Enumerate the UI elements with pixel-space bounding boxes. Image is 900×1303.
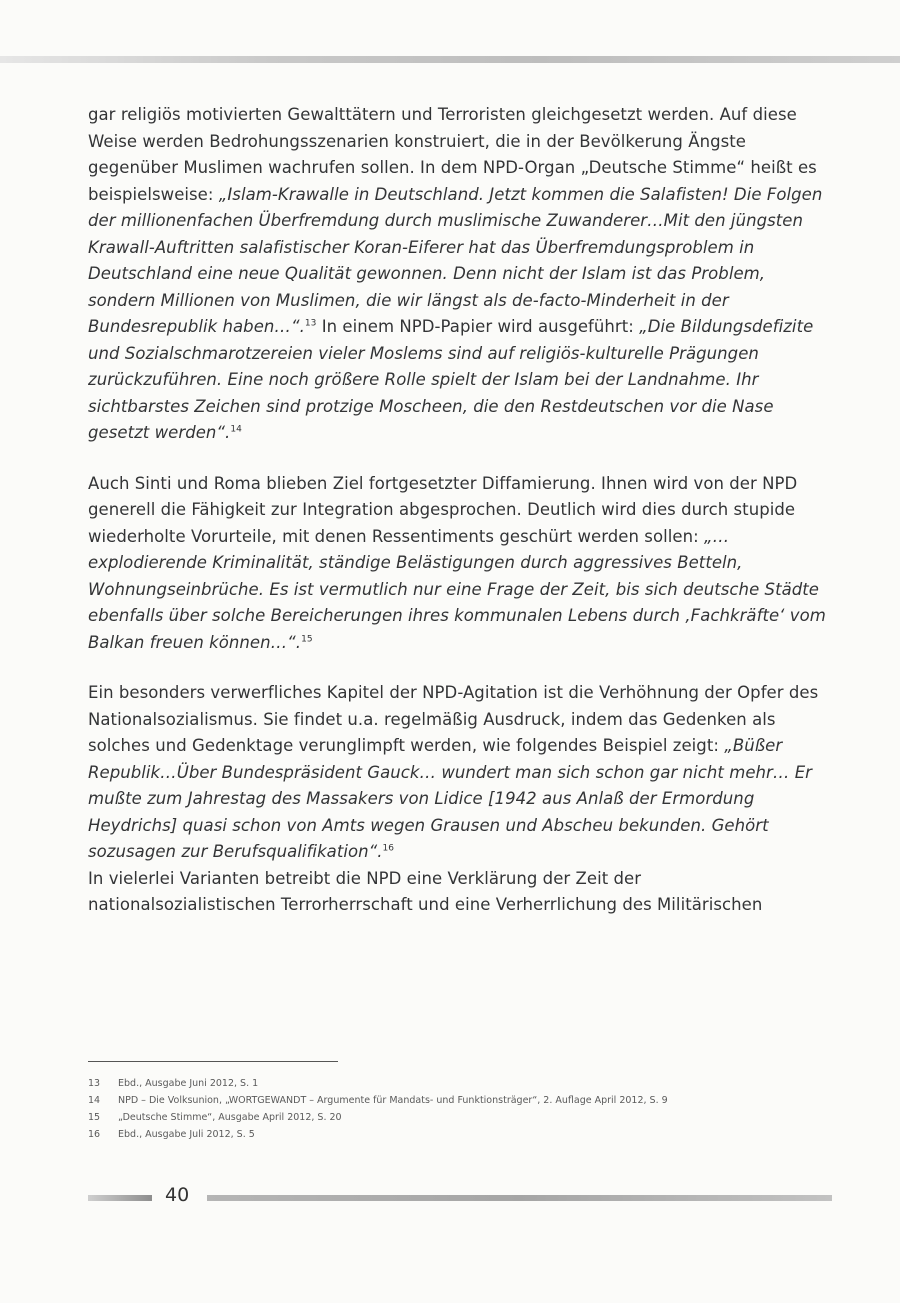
footnote [88, 1111, 848, 1124]
footnote [88, 1128, 848, 1141]
footnote-number: 15 [88, 1112, 101, 1123]
text-run: In einem NPD-Papier wird ausgeführt: [316, 317, 640, 336]
header-rule [0, 56, 900, 63]
footnotes [88, 1077, 848, 1145]
quotation: „Die Bildungsdefizite und Sozialschmarotzereien vieler Moslems sind auf religiös-kulturelle Prägungen zurückzuführen. Eine noch größere Rolle spielt der Islam bei der Landnahme. Ihr sichtbarstes Zeichen sind protzige Moscheen, die den Restdeutschen vor die Nase gesetzt werden“. [88, 317, 814, 442]
paragraph [88, 471, 828, 657]
footnote-text: Ebd., Ausgabe Juni 2012, S. 1 [118, 1078, 259, 1089]
footnote-marker: 14 [230, 424, 242, 435]
footnote-number: 14 [88, 1095, 101, 1106]
footnote-text: NPD – Die Volksunion, „WORTGEWANDT – Argumente für Mandats- und Funktionsträger“, 2. Auflage April 2012, S. 9 [118, 1095, 668, 1106]
footnote-text: „Deutsche Stimme“, Ausgabe April 2012, S. 20 [118, 1112, 342, 1123]
text-run: Ein besonders verwerfliches Kapitel der NPD-Agitation ist die Verhöhnung der Opfer des Nationalsozialismus. Sie findet u.a. regelmäßig Ausdruck, indem das Gedenken als solches und Gedenktage verunglimpft werden, wie folgendes Beispiel zeigt: [88, 683, 819, 755]
text-run: gar religiös motivierten Gewalttätern und Terroristen gleichgesetzt werden. Auf diese Weise werden Bedrohungsszenarien konstruiert, die in der Bevölkerung Ängste gegenüber Muslimen wachrufen sollen. In dem NPD-Organ „Deutsche Stimme“ heißt es beispielsweise: [88, 105, 817, 204]
text-run: In vielerlei Varianten betreibt die NPD eine Verklärung der Zeit der nationalsozialistischen Terrorherrschaft und eine Verherrlichung des Militärischen [88, 868, 763, 914]
footnote-separator [88, 1061, 338, 1062]
footnote-marker: 16 [382, 843, 395, 854]
paragraph [88, 680, 828, 866]
paragraph [88, 866, 828, 919]
footnote-marker: 13 [304, 318, 317, 329]
paragraph [88, 102, 828, 447]
footnote-number: 16 [88, 1129, 101, 1140]
body-text [88, 102, 828, 919]
footnote-text: Ebd., Ausgabe Juli 2012, S. 5 [118, 1129, 255, 1140]
quotation: „…explodierende Kriminalität, ständige Belästigungen durch aggressives Betteln, Wohnungseinbrüche. Es ist vermutlich nur eine Frage der Zeit, bis sich deutsche Städte ebenfalls über solche Bereicherungen ihres kommunalen Lebens durch ‚Fachkräfte‘ vom Balkan freuen können…“. [88, 526, 826, 652]
page-number: 40 [165, 1184, 190, 1206]
quotation: „Islam-Krawalle in Deutschland. Jetzt kommen die Salafisten! Die Folgen der millionenfachen Überfremdung durch muslimische Zuwanderer…Mit den jüngsten Krawall-Auftritten salafistischer Koran-Eiferer hat das Überfremdungsproblem in Deutschland eine neue Qualität gewonnen. Denn nicht der Islam ist das Problem, sondern Millionen von Muslimen, die wir längst als de-facto-Minderheit in der Bundesrepublik haben…“. [88, 184, 823, 336]
quotation: „Büßer Republik…Über Bundespräsident Gauck… wundert man sich schon gar nicht mehr… Er mußte zum Jahrestag des Massakers von Lidice [1942 aus Anlaß der Ermordung Heydrichs] quasi schon von Amts wegen Grausen und Abscheu bekunden. Gehört sozusagen zur Berufsqualifikation“. [88, 736, 813, 861]
footnote-number: 13 [88, 1078, 101, 1089]
footnote [88, 1077, 848, 1090]
footer-bar-left [88, 1195, 152, 1201]
footer-bar-right [207, 1195, 832, 1201]
text-run: Auch Sinti und Roma blieben Ziel fortgesetzter Diffamierung. Ihnen wird von der NPD generell die Fähigkeit zur Integration abgesprochen. Deutlich wird dies durch stupide wiederholte Vorurteile, mit denen Ressentiments geschürt werden sollen: [88, 473, 798, 546]
footnote-marker: 15 [301, 634, 313, 644]
footnote [88, 1094, 848, 1107]
